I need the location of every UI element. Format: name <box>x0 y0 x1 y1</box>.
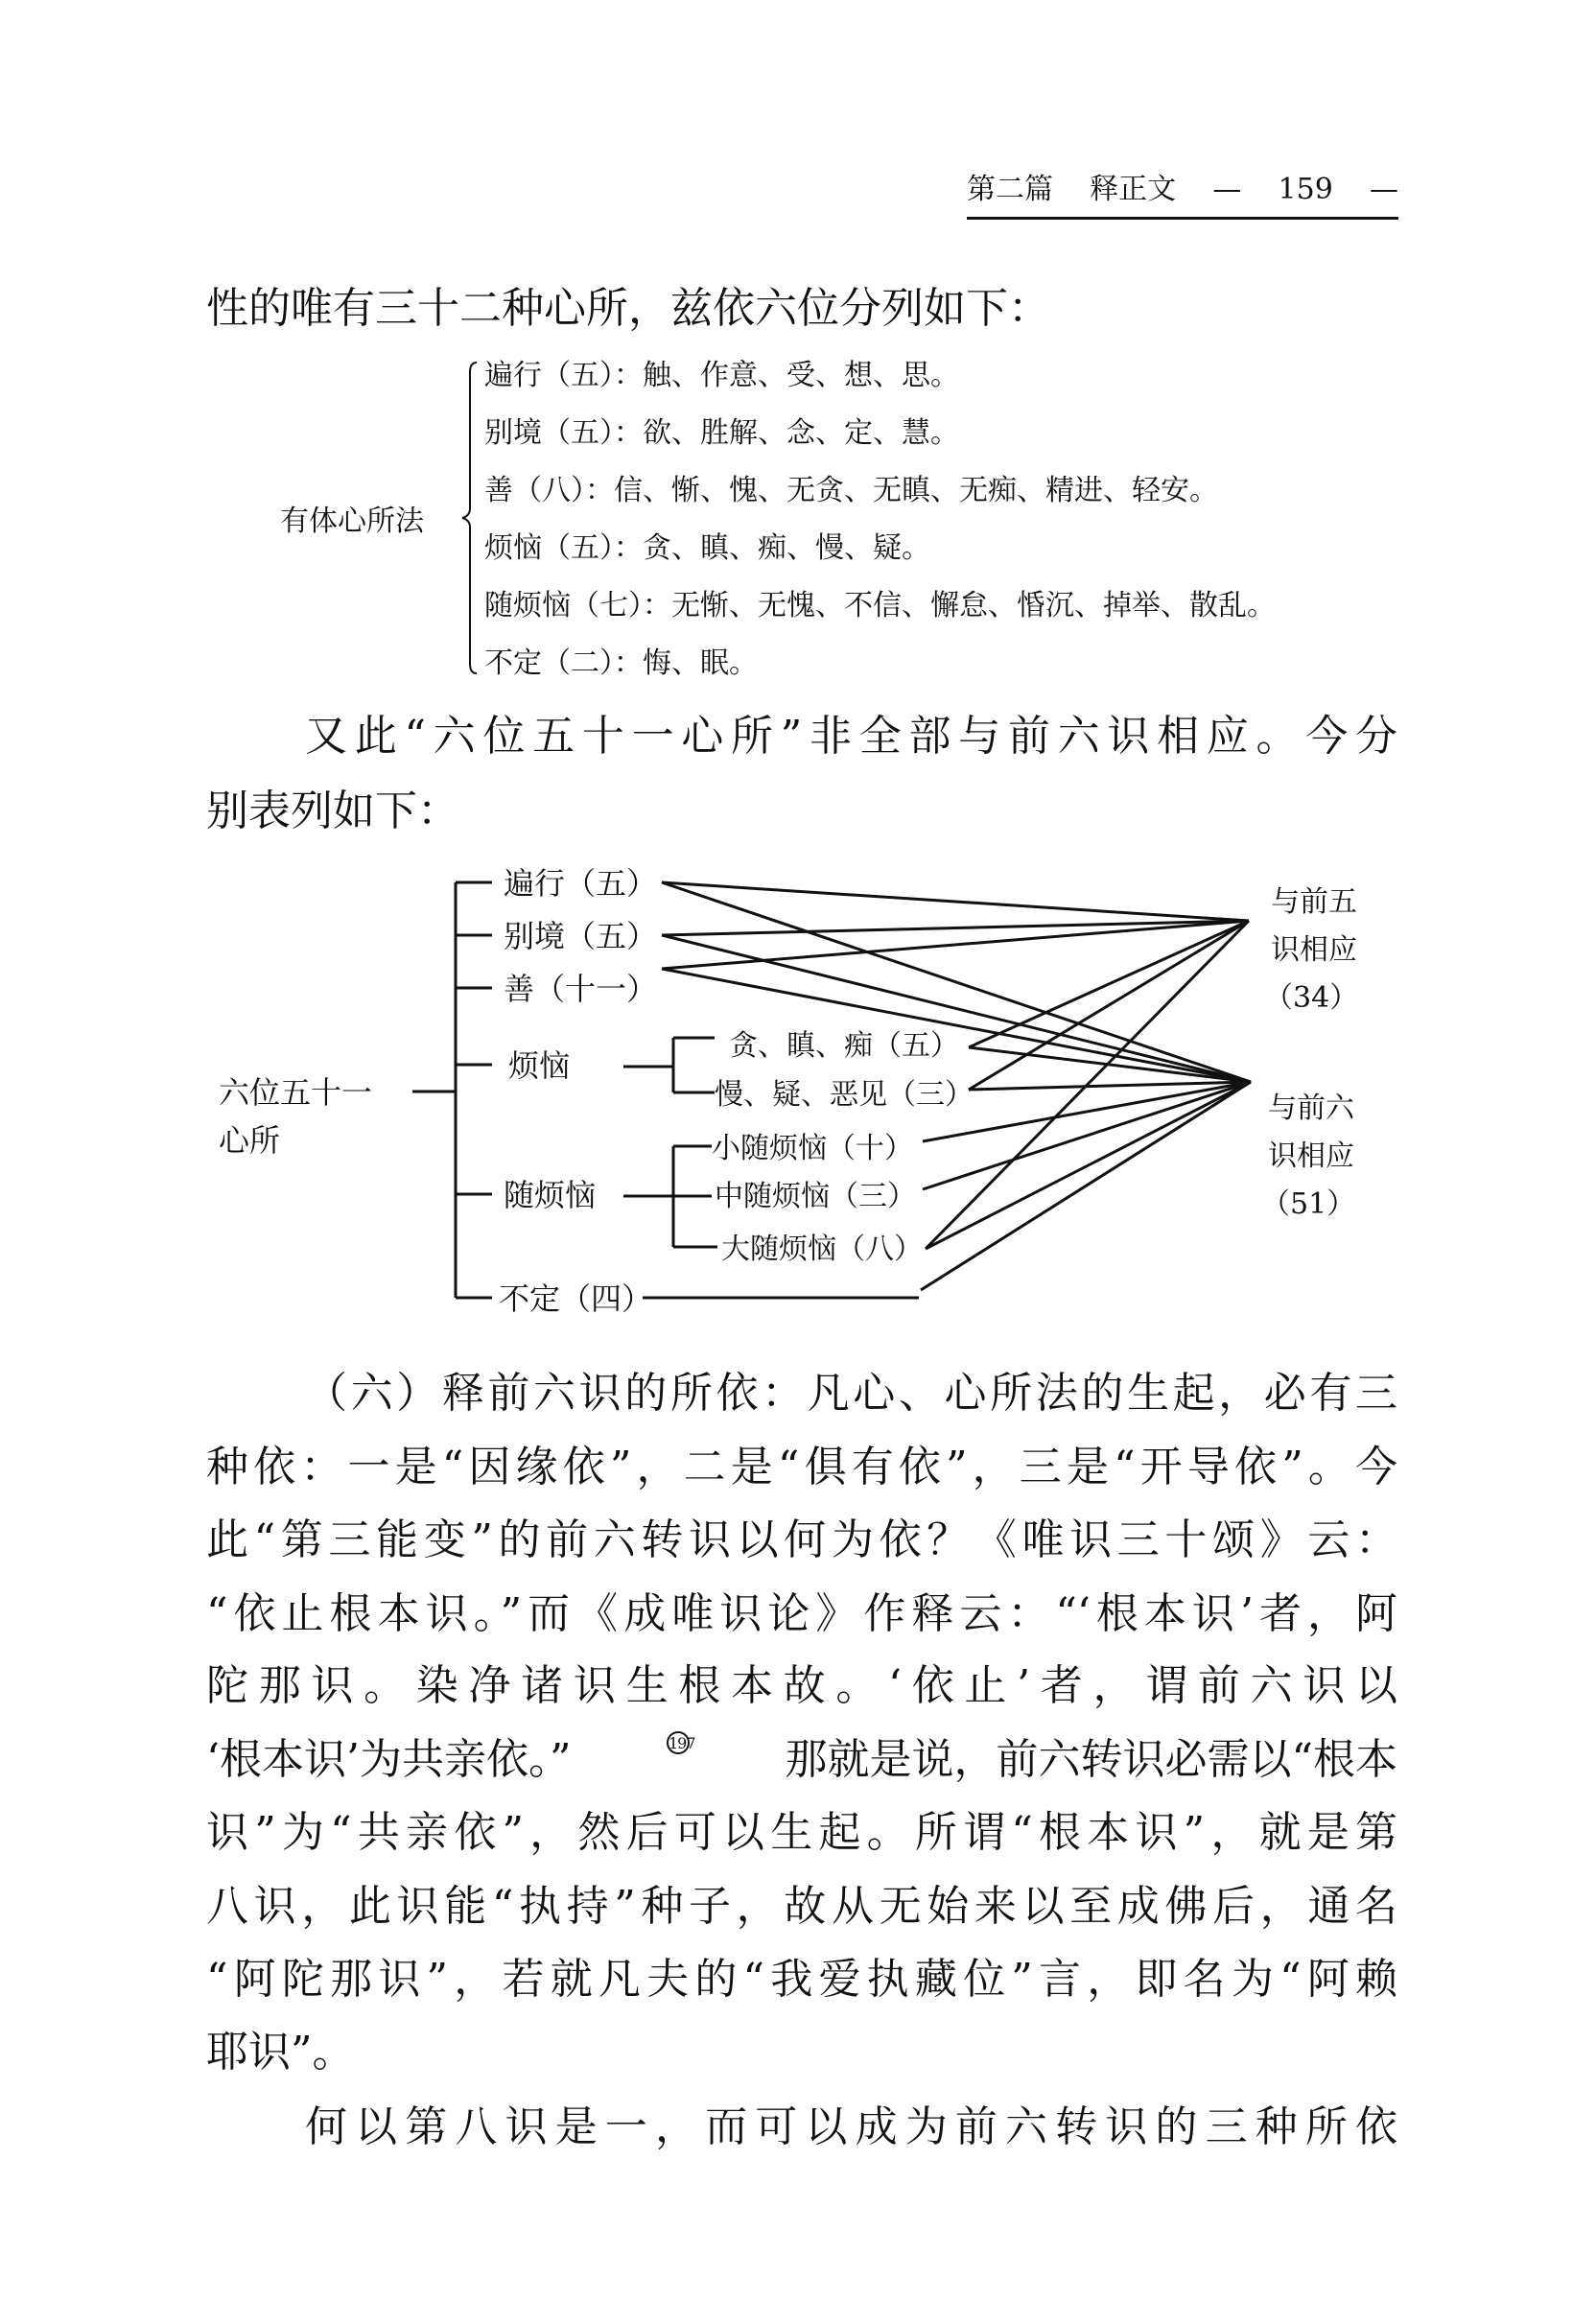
body-line: 又此“六位五十一心所”非全部与前六识相应。今分 <box>305 712 1397 761</box>
connection-line <box>662 882 1251 1082</box>
target-five-line: 识相应 <box>1271 933 1357 967</box>
diagram-subbranch: 大随烦恼（八） <box>721 1233 923 1266</box>
page-number: 159 <box>1278 173 1333 206</box>
body-text: 那就是说，前六转识必需以“根本 <box>785 1735 1397 1784</box>
body-line: 耶识”。 <box>206 2028 355 2077</box>
body-line: 别表列如下： <box>206 787 459 835</box>
body-text: ‘根本识’为共亲依。” <box>206 1735 572 1784</box>
body-line-with-footnote <box>206 1731 1397 1789</box>
footnote-marker[interactable]: 197 <box>667 1731 690 1754</box>
connection-line <box>662 921 1249 935</box>
table1-row: 遍行（五）：触、作意、受、想、思。 <box>484 359 959 392</box>
header-section: 第二篇 <box>967 173 1053 206</box>
body-line: （六）释前六识的所依：凡心、心所法的生起，必有三 <box>305 1369 1397 1418</box>
body-line: 种依：一是“因缘依”，二是“俱有依”，三是“开导依”。今 <box>206 1443 1397 1491</box>
diagram-subbranch: 中随烦恼（三） <box>715 1180 916 1213</box>
table1-row: 不定（二）：悔、眠。 <box>484 646 758 680</box>
header-dash-right: — <box>1369 173 1398 206</box>
target-six-count: （51） <box>1261 1187 1356 1221</box>
connection-line <box>969 1047 1251 1082</box>
body-line: 识”为“共亲依”，然后可以生起。所谓“根本识”，就是第 <box>206 1808 1397 1857</box>
connection-line <box>662 882 1249 921</box>
tree-lines <box>412 882 919 1298</box>
body-line: 此“第三能变”的前六转识以何为依？《唯识三十颂》云： <box>206 1515 1397 1564</box>
header-chapter: 释正文 <box>1090 173 1177 206</box>
table1-row: 随烦恼（七）：无惭、无愧、不信、懈怠、惛沉、掉举、散乱。 <box>484 589 1276 622</box>
connection-line <box>662 969 1251 1082</box>
connection-line <box>926 921 1249 1249</box>
running-header <box>967 171 1398 209</box>
connection-line <box>662 935 1251 1082</box>
body-line: 何以第八识是一，而可以成为前六转识的三种所依 <box>305 2102 1397 2151</box>
target-six-line: 与前六 <box>1268 1092 1354 1125</box>
connection-line <box>969 1082 1251 1090</box>
target-five-line: 与前五 <box>1271 885 1357 919</box>
body-line: “依止根本识。”而《成唯识论》作释云：“‘根本识’者，阿 <box>206 1589 1397 1638</box>
header-dash-left: — <box>1212 173 1242 206</box>
table1-row: 别境（五）：欲、胜解、念、定、慧。 <box>484 416 959 450</box>
diagram-subbranch: 贪、瞋、痴（五） <box>729 1029 959 1063</box>
diagram-branch: 遍行（五） <box>504 865 658 902</box>
table1-label: 有体心所法 <box>280 505 424 538</box>
diagram-branch: 善（十一） <box>504 971 658 1007</box>
diagram-branch: 不定（四） <box>499 1280 653 1317</box>
header-rule <box>967 217 1398 220</box>
diagram-subbranch: 小随烦恼（十） <box>712 1132 913 1165</box>
diagram-branch: 随烦恼 <box>504 1177 597 1213</box>
diagram-root-line2: 心所 <box>219 1122 281 1159</box>
diagram-subbranch: 慢、疑、恶见（三） <box>715 1078 974 1112</box>
connection-lines <box>662 882 1251 1290</box>
body-line: 八识，此识能“执持”种子，故从无始来以至成佛后，通名 <box>206 1882 1397 1931</box>
connection-line <box>969 921 1249 1047</box>
connection-line <box>662 921 1249 969</box>
connection-line <box>923 1082 1251 1141</box>
diagram-branch: 别境（五） <box>504 918 658 954</box>
body-line: “阿陀那识”，若就凡夫的“我爱执藏位”言，即名为“阿赖 <box>206 1955 1397 2004</box>
table1-row: 烦恼（五）：贪、瞋、痴、慢、疑。 <box>484 531 930 565</box>
connection-line <box>921 1082 1251 1290</box>
connection-line <box>969 921 1249 1090</box>
connection-line <box>923 1082 1251 1189</box>
connection-line <box>926 1082 1251 1249</box>
curly-brace <box>462 363 477 673</box>
diagram-branch: 烦恼 <box>508 1047 571 1084</box>
target-six-line: 识相应 <box>1268 1139 1354 1173</box>
body-line: 性的唯有三十二种心所，兹依六位分列如下： <box>206 284 1050 333</box>
body-line: 陀那识。染净诸识生根本故。‘依止’者，谓前六识以 <box>206 1661 1397 1710</box>
target-five-count: （34） <box>1264 981 1359 1015</box>
table1-row: 善（八）：信、惭、愧、无贪、无瞋、无痴、精进、轻安。 <box>484 474 1218 507</box>
diagram-root-line1: 六位五十一 <box>219 1074 373 1111</box>
